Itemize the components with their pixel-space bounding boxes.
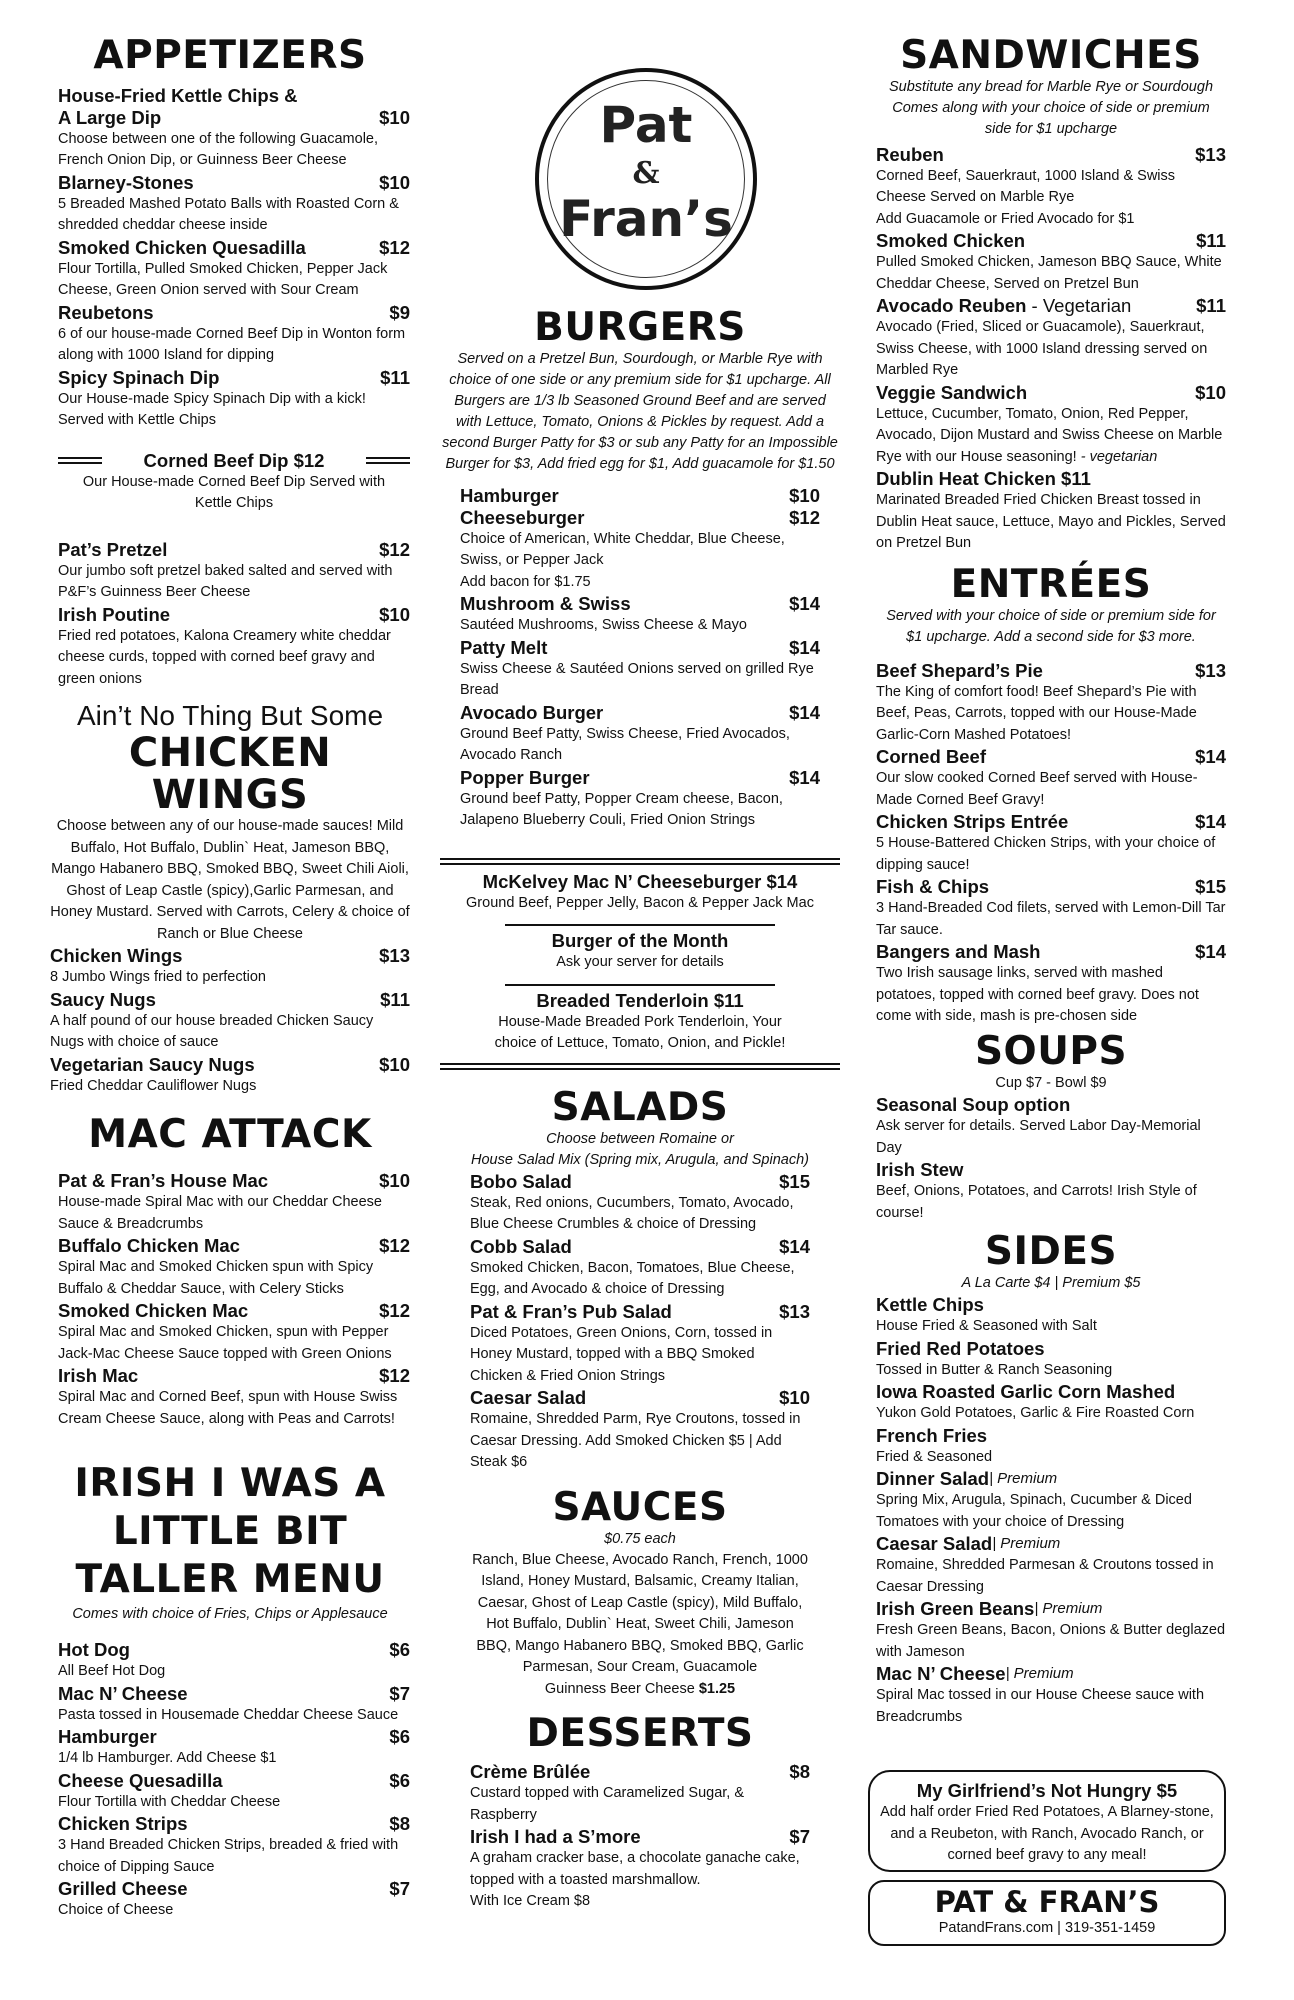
item-name: Fish & Chips	[876, 876, 990, 898]
menu-item	[58, 1726, 410, 1770]
item-name: Avocado Burger	[460, 701, 604, 723]
menu-item	[58, 1235, 410, 1300]
menu-item	[876, 746, 1226, 811]
menu-item	[876, 1159, 1226, 1224]
sauces-title: SAUCES	[552, 1484, 728, 1530]
menu-item	[58, 1639, 410, 1683]
menu-item	[58, 237, 410, 302]
feature-desc: Our House-made Corned Beef Dip Served with Kettle Chips	[82, 473, 386, 512]
item-desc: Spiral Mac and Smoked Chicken, spun with Pepper Jack-Mac Cheese Sauce topped with Green Onions	[58, 1324, 392, 1362]
item-desc: 3 Hand-Breaded Cod filets, served with Lemon-Dill Tar Tar sauce.	[876, 900, 1226, 938]
kids-subtitle: Comes with choice of Fries, Chips or Applesauce	[72, 1606, 388, 1623]
item-name: Saucy Nugs	[50, 988, 156, 1010]
burgers-subtitle: Served on a Pretzel Bun, Sourdough, or Marble Rye with choice of one side or any premium side for $1 upcharge. All Burgers are 1/3 lb Seasoned Ground Beef and are served with Lettuce, Tomato, Onions & Pickles by request. Add a second Burger Patty for $3 or sub any Patty for an Impossible Burger for $3, Add fried egg for $1, Add guacamole for $1.50	[442, 350, 838, 472]
left-column	[50, 0, 410, 1922]
item-name: French Fries	[876, 1424, 988, 1446]
item-desc: Fried red potatoes, Kalona Creamery white cheddar cheese curds, topped with corned beef gravy and green onions	[58, 627, 391, 687]
item-price: $7	[389, 1878, 410, 1900]
item-name: Dublin Heat Chicken $11	[876, 468, 1091, 490]
footer-box	[868, 1880, 1226, 1946]
sauces-extra: Guinness Beer Cheese	[544, 1680, 695, 1697]
salads-subtitle-1: Choose between Romaine or	[546, 1130, 734, 1147]
menu-item	[58, 1813, 410, 1878]
item-desc: Smoked Chicken, Bacon, Tomatoes, Blue Cheese, Egg, and Avocado & choice of Dressing	[470, 1259, 795, 1298]
item-desc: Spring Mix, Arugula, Spinach, Cucumber & Diced Tomatoes with your choice of Dressing	[876, 1492, 1192, 1530]
sandwiches-subtitle: Substitute any bread for Marble Rye or Sourdough Comes along with your choice of side or premium side for $1 upcharge	[888, 78, 1214, 137]
item-price: $15	[1195, 876, 1226, 898]
item-price: $7	[389, 1682, 410, 1704]
item-desc: Spiral Mac tossed in our House Cheese sauce with Breadcrumbs	[876, 1687, 1205, 1725]
mac-title: MAC ATTACK	[88, 1112, 372, 1158]
menu-item	[470, 1826, 810, 1913]
menu-item	[876, 1381, 1226, 1425]
menu-item	[876, 230, 1226, 295]
menu-item	[58, 367, 410, 432]
menu-item	[58, 302, 410, 367]
kids-title-line3: TALLER MENU	[75, 1557, 385, 1603]
item-name: Hamburger	[460, 484, 559, 506]
item-price: $13	[1195, 659, 1226, 681]
item-desc: Our slow cooked Corned Beef served with House-Made Corned Beef Gravy!	[876, 770, 1198, 808]
item-desc: Fresh Green Beans, Bacon, Onions & Butter deglazed with Jameson	[876, 1622, 1226, 1660]
menu-item	[470, 1387, 810, 1474]
item-price: $11	[1196, 295, 1226, 317]
menu-item	[58, 1683, 410, 1727]
menu-item	[876, 1598, 1226, 1663]
sauces-desc	[440, 1550, 840, 1701]
item-name: Chicken Wings	[50, 945, 183, 967]
item-desc: Steak, Red onions, Cucumbers, Tomato, Avocado, Blue Cheese Crumbles & choice of Dressing	[470, 1194, 794, 1233]
footer-name: PAT & FRAN’S	[934, 1885, 1160, 1919]
entrees-section	[876, 660, 1226, 1028]
menu-item	[460, 507, 820, 594]
sides-subtitle: A La Carte $4 | Premium $5	[961, 1275, 1141, 1292]
logo-line-pat: Pat	[599, 96, 693, 154]
item-name: Grilled Cheese	[58, 1878, 188, 1900]
sauces-list: Ranch, Blue Cheese, Avocado Ranch, French, 1000 Island, Honey Mustard, Balsamic, Creamy Italian, Caesar, Ghost of Leap Castle (spicy), Mild Buffalo, Hot Buffalo, Dublin` Heat, Sweet Chili, Jameson BBQ, Mango Habanero BBQ, Smoked BBQ, Garlic Parmesan, Sour Cream, Guacamole	[472, 1551, 808, 1676]
kids-section	[50, 1639, 410, 1922]
item-name: Pat & Fran’s House Mac	[58, 1170, 269, 1192]
special-name: Burger of the Month	[551, 930, 729, 952]
item-price: $14	[1195, 746, 1226, 768]
appetizers-title: APPETIZERS	[93, 33, 367, 78]
item-price: $6	[389, 1726, 410, 1748]
wings-pre-title: Ain’t No Thing But Some	[76, 700, 384, 732]
item-price: $11	[1196, 230, 1226, 252]
sauces-subtitle: $0.75 each	[604, 1530, 676, 1547]
item-price: $14	[789, 766, 820, 788]
special-name: Breaded Tenderloin $11	[536, 989, 744, 1011]
sides-section	[876, 1294, 1226, 1728]
menu-item	[876, 811, 1226, 876]
item-desc: Corned Beef, Sauerkraut, 1000 Island & Swiss Cheese Served on Marble Rye Add Guacamole or Fried Avocado for $1	[876, 167, 1176, 227]
item-name: Smoked Chicken Quesadilla	[58, 236, 306, 258]
item-price: $11	[380, 988, 410, 1010]
item-desc: Ground Beef Patty, Swiss Cheese, Fried Avocados, Avocado Ranch	[460, 725, 790, 764]
menu-item	[876, 144, 1226, 231]
sauces-extra-price: $1.25	[698, 1680, 736, 1697]
item-desc: House-made Spiral Mac with our Cheddar Cheese Sauce & Breadcrumbs	[58, 1194, 382, 1232]
item-price: $12	[789, 506, 820, 528]
item-name: Spicy Spinach Dip	[58, 366, 220, 388]
menu-item	[876, 876, 1226, 941]
item-desc: 5 House-Battered Chicken Strips, with your choice of dipping sauce!	[876, 835, 1216, 873]
item-price: $15	[779, 1170, 810, 1192]
item-name: Irish I had a S’more	[470, 1826, 641, 1848]
menu-item	[58, 1770, 410, 1814]
item-name: Bobo Salad	[470, 1170, 572, 1192]
item-price: $14	[779, 1235, 810, 1257]
special-desc: Ground Beef, Pepper Jelly, Bacon & Pepper Jack Mac	[466, 894, 814, 911]
kids-title-line1: IRISH I WAS A	[74, 1461, 386, 1507]
item-price: $10	[379, 171, 410, 193]
item-price: $9	[389, 301, 410, 323]
item-desc: Custard topped with Caramelized Sugar, & Raspberry	[470, 1785, 745, 1823]
item-name: Irish Mac	[58, 1365, 139, 1387]
restaurant-logo	[535, 68, 757, 290]
item-name: Irish Stew	[876, 1159, 964, 1181]
item-name: Smoked Chicken Mac	[58, 1300, 249, 1322]
desserts-title: DESSERTS	[526, 1711, 754, 1757]
menu-item	[460, 702, 820, 767]
salads-title: SALADS	[551, 1084, 729, 1130]
item-name: Irish Green Beans	[876, 1598, 1035, 1620]
item-desc: Romaine, Shredded Parm, Rye Croutons, tossed in Caesar Dressing. Add Smoked Chicken $5 | Add Steak $6	[470, 1411, 801, 1471]
item-price: $14	[789, 701, 820, 723]
menu-item	[470, 1761, 810, 1826]
item-name: Dinner Salad	[876, 1468, 990, 1490]
item-name: Cobb Salad	[470, 1235, 572, 1257]
burgers-section	[440, 485, 840, 832]
item-desc: Diced Potatoes, Green Onions, Corn, tossed in Honey Mustard, topped with a BBQ Smoked Chicken & Fried Onion Strings	[470, 1324, 773, 1384]
mac-section	[50, 1170, 410, 1430]
menu-item	[876, 1094, 1226, 1159]
menu-item	[876, 295, 1226, 382]
item-price: $8	[389, 1813, 410, 1835]
item-price: $10	[379, 1170, 410, 1192]
logo-line-frans: Fran’s	[559, 190, 733, 248]
section-divider	[440, 858, 840, 865]
menu-item	[876, 1425, 1226, 1469]
item-desc: Our House-made Spicy Spinach Dip with a kick! Served with Kettle Chips	[58, 390, 366, 429]
item-desc: Beef, Onions, Potatoes, and Carrots! Irish Style of course!	[876, 1183, 1197, 1221]
item-name: Pat & Fran’s Pub Salad	[470, 1300, 672, 1322]
menu-item	[58, 172, 410, 237]
item-price: $10	[379, 106, 410, 128]
girlfriend-desc: Add half order Fried Red Potatoes, A Blarney-stone, and a Reubeton, with Ranch, Avocado Ranch, or corned beef gravy to any meal!	[880, 1804, 1214, 1863]
menu-item	[470, 1236, 810, 1301]
menu-item	[58, 85, 410, 172]
item-price: $10	[1195, 381, 1226, 403]
menu-item	[58, 1878, 410, 1922]
item-desc-text: Lettuce, Cucumber, Tomato, Onion, Red Pepper, Avocado, Dijon Mustard and Swiss Cheese on Marble Rye with our House seasoning!	[876, 405, 1223, 465]
wings-desc: Choose between any of our house-made sauces! Mild Buffalo, Hot Buffalo, Dublin` Heat, Jameson BBQ, Mango Habanero BBQ, Smoked BBQ, Sweet Chili Aioli, Ghost of Leap Castle (spicy),Garlic Parmesan, and Honey Mustard. Served with Carrots, Celery & choice of Ranch or Blue Cheese	[50, 818, 410, 942]
item-price: $10	[379, 1053, 410, 1075]
item-price: $12	[379, 1235, 410, 1257]
middle-column	[440, 305, 840, 1913]
item-name: Reuben	[876, 143, 944, 165]
item-price: $14	[1195, 811, 1226, 833]
item-name: Bangers and Mash	[876, 941, 1041, 963]
menu-item	[876, 1468, 1226, 1533]
menu-item	[460, 637, 820, 702]
item-desc: Romaine, Shredded Parmesan & Croutons tossed in Caesar Dressing	[876, 1557, 1214, 1595]
item-price: $12	[379, 1365, 410, 1387]
item-desc: Choice of American, White Cheddar, Blue Cheese, Swiss, or Pepper Jack Add bacon for $1.75	[460, 530, 785, 590]
menu-item	[58, 539, 410, 604]
item-desc: 3 Hand Breaded Chicken Strips, breaded & fried with choice of Dipping Sauce	[58, 1837, 399, 1875]
menu-item	[876, 660, 1226, 747]
menu-item	[876, 1338, 1226, 1382]
burgers-title: BURGERS	[534, 305, 746, 350]
item-name: Crème Brûlée	[470, 1761, 591, 1783]
item-desc: Flour Tortilla, Pulled Smoked Chicken, Pepper Jack Cheese, Green Onion served with Sour Cream	[58, 260, 388, 299]
item-price: $7	[789, 1826, 810, 1848]
footer-contact: PatandFrans.com | 319-351-1459	[938, 1920, 1156, 1936]
item-desc	[876, 404, 1226, 469]
divider	[366, 457, 410, 464]
item-name: Chicken Strips Entrée	[876, 811, 1069, 833]
item-name: Mac N’ Cheese	[58, 1682, 188, 1704]
item-desc: 1/4 lb Hamburger. Add Cheese $1	[58, 1750, 277, 1767]
soups-subtitle: Cup $7 - Bowl $9	[995, 1074, 1107, 1091]
item-price: $6	[389, 1769, 410, 1791]
menu-item	[460, 485, 820, 507]
right-column	[876, 0, 1226, 1728]
item-name: Reubetons	[58, 301, 154, 323]
feature-row	[58, 450, 410, 472]
menu-item	[58, 1300, 410, 1365]
menu-item	[50, 1054, 410, 1098]
logo-ampersand: &	[632, 156, 660, 191]
kids-title-line2: LITTLE BIT	[112, 1509, 348, 1555]
item-price: $13	[1195, 143, 1226, 165]
item-desc: 6 of our house-made Corned Beef Dip in Wonton form along with 1000 Island for dipping	[58, 325, 406, 364]
item-name: Patty Melt	[460, 636, 548, 658]
item-desc: Our jumbo soft pretzel baked salted and served with P&F’s Guinness Beer Cheese	[58, 562, 393, 601]
item-name: Cheese Quesadilla	[58, 1769, 223, 1791]
item-desc: Fried & Seasoned	[876, 1448, 993, 1465]
salads-subtitle-2: House Salad Mix (Spring mix, Arugula, and Spinach)	[471, 1151, 809, 1168]
appetizers-section	[50, 85, 410, 691]
item-desc: Ask server for details. Served Labor Day-Memorial Day	[876, 1118, 1201, 1156]
item-desc: 8 Jumbo Wings fried to perfection	[50, 969, 266, 986]
item-desc: Tossed in Butter & Ranch Seasoning	[876, 1361, 1113, 1378]
sides-title: SIDES	[984, 1229, 1118, 1275]
item-desc: Pasta tossed in Housemade Cheddar Cheese Sauce	[58, 1706, 399, 1723]
menu-item	[876, 941, 1226, 1028]
salads-section	[440, 1171, 840, 1474]
item-name: Corned Beef	[876, 746, 986, 768]
item-tag: | Premium	[989, 1470, 1058, 1488]
item-price: $12	[379, 538, 410, 560]
item-name: A Large Dip	[58, 106, 162, 128]
item-desc: Fried Cheddar Cauliflower Nugs	[50, 1077, 257, 1094]
menu-item	[460, 593, 820, 637]
item-desc: Choice of Cheese	[58, 1902, 174, 1919]
menu-item	[50, 945, 410, 989]
special-name: McKelvey Mac N’ Cheeseburger $14	[482, 870, 798, 892]
item-desc: 5 Breaded Mashed Potato Balls with Roasted Corn & shredded cheddar cheese inside	[58, 195, 399, 234]
item-desc: All Beef Hot Dog	[58, 1663, 166, 1680]
special-desc: Ask your server for details	[556, 954, 724, 971]
item-name: Irish Poutine	[58, 603, 171, 625]
item-desc: Spiral Mac and Corned Beef, spun with House Swiss Cream Cheese Sauce, along with Peas and Carrots!	[58, 1389, 398, 1427]
item-name: Cheeseburger	[460, 506, 585, 528]
menu-item	[470, 1171, 810, 1236]
item-desc: Pulled Smoked Chicken, Jameson BBQ Sauce, White Cheddar Cheese, Served on Pretzel Bun	[876, 254, 1222, 292]
menu-item	[876, 1294, 1226, 1338]
item-price: $8	[789, 1761, 810, 1783]
menu-item	[876, 382, 1226, 469]
item-desc: Marinated Breaded Fried Chicken Breast tossed in Dublin Heat sauce, Lettuce, Mayo and Pickles, Served on Pretzel Bun	[876, 492, 1226, 552]
item-name: House-Fried Kettle Chips &	[58, 84, 298, 106]
item-price: $11	[380, 366, 410, 388]
item-name: Hot Dog	[58, 1639, 130, 1661]
soups-section	[876, 1094, 1226, 1224]
item-desc: A half pound of our house breaded Chicken Saucy Nugs with choice of sauce	[50, 1012, 374, 1051]
wings-title: CHICKEN WINGS	[128, 730, 332, 819]
item-name: Caesar Salad	[876, 1533, 993, 1555]
item-name: Pat’s Pretzel	[58, 538, 168, 560]
item-name: Popper Burger	[460, 766, 590, 788]
item-name: Avocado Reuben	[876, 295, 1027, 317]
item-name: Smoked Chicken	[876, 230, 1026, 252]
item-tag: - Vegetarian	[1026, 295, 1132, 317]
sandwiches-title: SANDWICHES	[900, 33, 1202, 78]
menu-item	[58, 1365, 410, 1430]
item-desc: Choose between one of the following Guacamole, French Onion Dip, or Guinness Beer Cheese	[58, 130, 379, 169]
menu-item	[876, 468, 1226, 555]
item-tag: | Premium	[992, 1535, 1061, 1553]
item-price: $12	[379, 236, 410, 258]
menu-item	[50, 989, 410, 1054]
item-price: $6	[389, 1639, 410, 1661]
soups-title: SOUPS	[974, 1028, 1128, 1074]
sandwiches-section	[876, 144, 1226, 555]
menu-item	[876, 1533, 1226, 1598]
feature-name: Corned Beef Dip $12	[143, 449, 325, 471]
wings-section	[50, 945, 410, 1097]
item-name: Chicken Strips	[58, 1813, 188, 1835]
item-price: $13	[379, 945, 410, 967]
item-desc-italic: - vegetarian	[1076, 448, 1158, 465]
girlfriend-special-box	[868, 1770, 1226, 1872]
section-divider	[440, 1063, 840, 1070]
item-desc: Flour Tortilla with Cheddar Cheese	[58, 1793, 281, 1810]
entrees-subtitle: Served with your choice of side or premium side for $1 upcharge. Add a second side for $3 more.	[886, 607, 1216, 645]
item-price: $12	[379, 1300, 410, 1322]
item-name: Hamburger	[58, 1726, 157, 1748]
item-name: Veggie Sandwich	[876, 381, 1028, 403]
item-name: Iowa Roasted Garlic Corn Mashed	[876, 1381, 1176, 1403]
desserts-section	[440, 1761, 840, 1913]
item-name: Vegetarian Saucy Nugs	[50, 1053, 255, 1075]
item-price: $14	[789, 636, 820, 658]
item-price: $13	[779, 1300, 810, 1322]
item-name: Blarney-Stones	[58, 171, 194, 193]
item-desc: Ground beef Patty, Popper Cream cheese, Bacon, Jalapeno Blueberry Couli, Fried Onion Strings	[460, 790, 783, 829]
item-price: $10	[779, 1387, 810, 1409]
item-desc: House Fried & Seasoned with Salt	[876, 1318, 1097, 1335]
item-desc: Avocado (Fried, Sliced or Guacamole), Sauerkraut, Swiss Cheese, with 1000 Island dressing served on Marbled Rye	[876, 319, 1208, 379]
item-name: Buffalo Chicken Mac	[58, 1235, 240, 1257]
item-name: Mac N’ Cheese	[876, 1663, 1006, 1685]
special-desc: House-Made Breaded Pork Tenderloin, Your choice of Lettuce, Tomato, Onion, and Pickle!	[494, 1013, 786, 1052]
item-desc: Sautéed Mushrooms, Swiss Cheese & Mayo	[460, 617, 747, 634]
item-price: $10	[379, 603, 410, 625]
item-name: Fried Red Potatoes	[876, 1337, 1045, 1359]
menu-item	[58, 1170, 410, 1235]
menu-item	[460, 767, 820, 832]
item-desc: The King of comfort food! Beef Shepard’s Pie with Beef, Peas, Carrots, topped with our House-Made Garlic-Corn Mashed Potatoes!	[876, 683, 1197, 743]
item-name: Caesar Salad	[470, 1387, 587, 1409]
item-desc: Yukon Gold Potatoes, Garlic & Fire Roasted Corn	[876, 1405, 1195, 1422]
item-tag: | Premium	[1034, 1600, 1103, 1618]
menu-item	[876, 1663, 1226, 1728]
item-name: Mushroom & Swiss	[460, 593, 631, 615]
item-name: Beef Shepard’s Pie	[876, 659, 1043, 681]
menu-item	[58, 604, 410, 691]
item-name: Seasonal Soup option	[876, 1094, 1071, 1116]
menu-item	[470, 1301, 810, 1388]
item-price: $14	[789, 593, 820, 615]
item-desc: Swiss Cheese & Sautéed Onions served on grilled Rye Bread	[460, 660, 814, 699]
divider	[58, 457, 102, 464]
item-desc: A graham cracker base, a chocolate ganache cake, topped with a toasted marshmallow. With Ice Cream $8	[470, 1850, 800, 1910]
item-desc: Spiral Mac and Smoked Chicken spun with Spicy Buffalo & Cheddar Sauce, with Celery Sticks	[58, 1259, 374, 1297]
girlfriend-title: My Girlfriend’s Not Hungry $5	[916, 1780, 1178, 1801]
entrees-title: ENTRÉES	[950, 561, 1152, 607]
item-price: $14	[1195, 941, 1226, 963]
item-desc: Two Irish sausage links, served with mashed potatoes, topped with corned beef gravy. Does not come with side, mash is pre-chosen side	[876, 965, 1199, 1025]
item-tag: | Premium	[1005, 1665, 1074, 1683]
item-price: $10	[789, 484, 820, 506]
item-name: Kettle Chips	[876, 1294, 984, 1316]
